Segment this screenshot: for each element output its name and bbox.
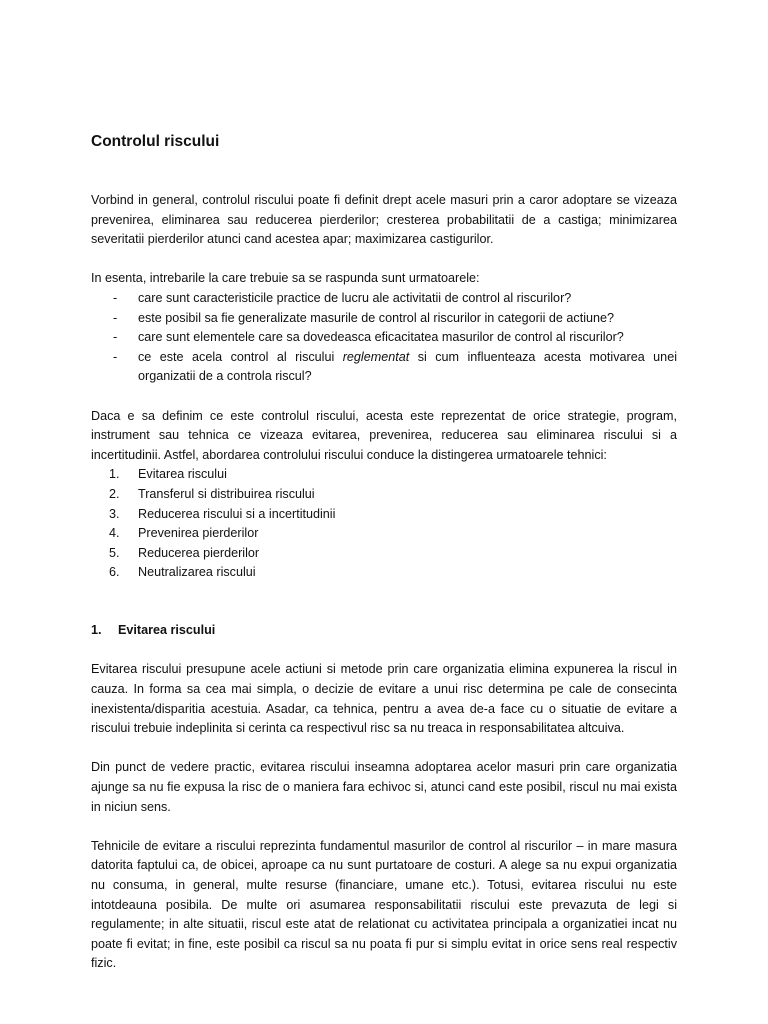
page-title: Controlul riscului: [91, 133, 220, 150]
questions-list: [91, 289, 677, 387]
list-item: - este posibil sa fie generalizate masurile de control al riscurilor in categorii de actiune?: [91, 309, 677, 329]
list-item: - care sunt caracteristicile practice de lucru ale activitatii de control al riscurilor?: [91, 289, 677, 309]
dash-bullet: -: [113, 290, 118, 305]
section-heading: [91, 621, 677, 641]
techniques-list: [91, 465, 677, 583]
list-item: 5. Reducerea pierderilor: [109, 545, 260, 560]
section-paragraph: Tehnicile de evitare a riscului reprezinta fundamentul masurilor de control al riscurilor – in mare masura datorita faptului ca, de obicei, aproape ca nu sunt purtatoare de costuri. A alege sa nu expui organizatia nu consuma, in general, multe resurse (financiare, umane etc.). Totusi, evitarea riscului nu este intotdeauna posibila. De multe ori asumarea responsabilitatii riscului este prevazuta de legi si regulamente; in alte situatii, riscul este atat de relationat cu activitatea principala a organizatiei incat nu poate fi evitat; in fine, este posibil ca riscul sa nu poata fi pur si simplu evitat in orice sens real respectiv fizic.: [91, 838, 677, 971]
list-item: 3. Reducerea riscului si a incertitudinii: [109, 506, 336, 521]
definition-paragraph: Daca e sa definim ce este controlul riscului, acesta este reprezentat de orice strategie, program, instrument sau tehnica ce vizeaza evitarea, prevenirea, reducerea sau eliminarea riscului si a incertitudinii. Astfel, abordarea controlului riscului conduce la distingerea urmatoarele tehnici:: [91, 408, 677, 462]
list-item: 2. Transferul si distribuirea riscului: [109, 486, 315, 501]
list-item: - care sunt elementele care sa dovedeasca eficacitatea masurilor de control al riscurilor?: [91, 328, 677, 348]
dash-bullet: -: [113, 310, 118, 325]
section-paragraph: Din punct de vedere practic, evitarea riscului inseamna adoptarea acelor masuri prin care organizatia ajunge sa nu fie expusa la risc de o maniera fara echivoc si, atunci cand este posibil, riscul nu mai exista in niciun sens.: [91, 760, 677, 814]
dash-bullet: -: [113, 330, 118, 345]
dash-bullet: -: [113, 349, 118, 364]
questions-lead: In esenta, intrebarile la care trebuie sa se raspunda sunt urmatoarele:: [91, 271, 480, 286]
list-item: 6. Neutralizarea riscului: [109, 565, 256, 580]
list-item: 4. Prevenirea pierderilor: [109, 526, 259, 541]
section-paragraph: Evitarea riscului presupune acele actiuni si metode prin care organizatia elimina expunerea la riscul in cauza. In forma sa cea mai simpla, o decizie de evitare a unui risc determina pe cale de consecinta inexistenta/disparitia acestuia. Asadar, ca tehnica, pentru a avea de-a face cu o situatie de evitare a riscului trebuie indeplinita si cerinta ca respectivul risc sa nu treaca in responsabilitatea altcuiva.: [91, 662, 677, 736]
intro-paragraph: Vorbind in general, controlul riscului poate fi definit drept acele masuri prin a caror adoptare se vizeaza prevenirea, eliminarea sau reducerea pierderilor; cresterea probabilitatii de a castiga; minimizarea severitatii pierderilor atunci cand acestea apar; maximizarea castigurilor.: [91, 193, 677, 247]
list-item: 1. Evitarea riscului: [109, 467, 227, 482]
emphasis-text: reglementat: [342, 349, 410, 364]
list-item: - ce este acela control al riscului reglementat si cum influenteaza acesta motivarea unei organizatii de a controla riscul?: [113, 349, 677, 384]
section-number: 1.: [91, 622, 102, 637]
section-title: Evitarea riscului: [118, 622, 216, 637]
